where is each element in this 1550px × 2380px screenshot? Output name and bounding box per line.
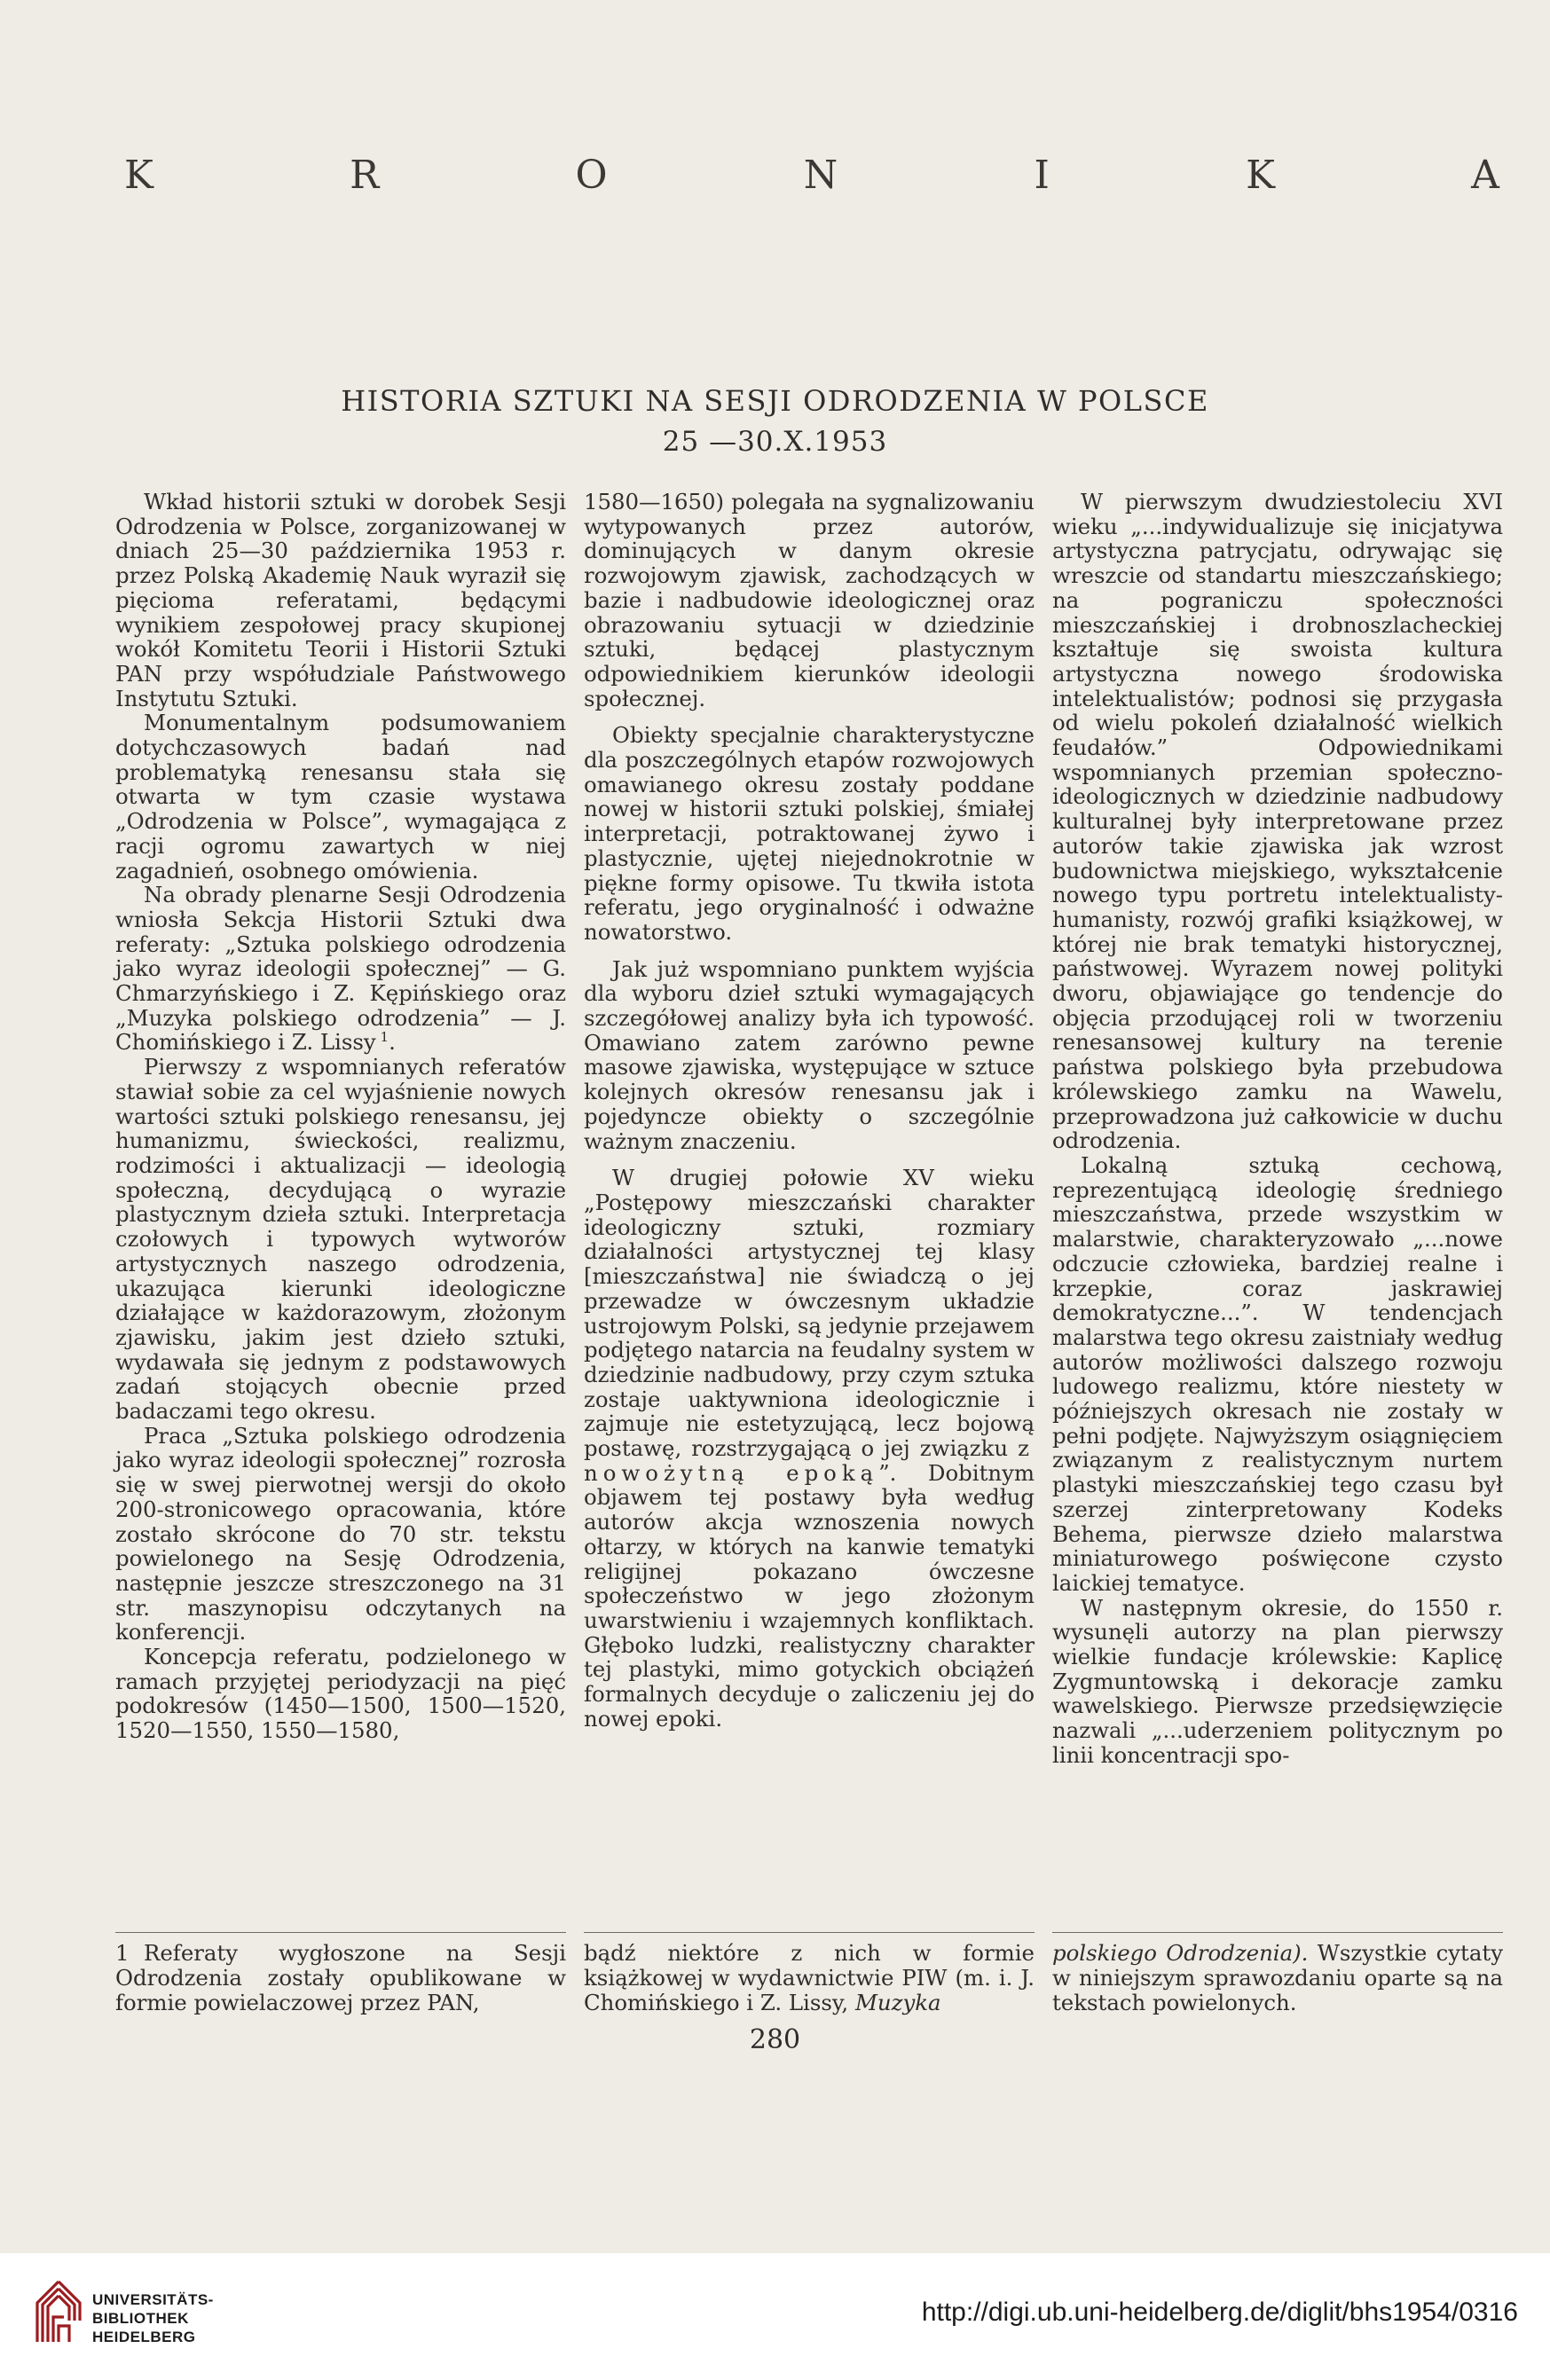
section-heading-kronika	[124, 153, 1501, 198]
text-column-1	[115, 490, 566, 1743]
footnote-italic: polskiego Odrodzenia).	[1052, 1940, 1309, 1966]
footnote-number: 1	[115, 1940, 130, 1966]
text-column-2	[584, 490, 1035, 1731]
heading-letter: K	[124, 153, 155, 198]
footnote-column-3	[1052, 1941, 1503, 2015]
paragraph: W następnym okresie, do 1550 r. wysunęli autorzy na plan pierwszy wielkie fundacje królewskie: Kaplicę Zygmuntowską i dekoracje zamku wawelskiego. Pierwsze przedsięwzięcie nazwali „...uderzeniem politycznym po linii koncentracji spo-	[1052, 1594, 1503, 1768]
article-date: 25 —30.X.1953	[662, 426, 888, 458]
paragraph-text: W drugiej połowie XV wieku „Postępowy mieszczański charakter ideologiczny sztuki, rozmiary działalności artystycznej tej klasy [mieszczaństwa] nie świadczą o jej przewadze w ówczesnym układzie ustrojowym Polski, są jedynie przejawem podjętego natarcia na feudalny system w dziedzinie nadbudowy, przy czym sztuka zostaje uaktywniona ideologicznie i zajmuje nie estetyzującą, lecz bojową postawę, rozstrzygającą o jej związku	[584, 1165, 1035, 1462]
heading-letter: K	[1246, 153, 1277, 198]
footnote-divider	[1052, 1932, 1503, 1933]
footnote-column-1	[115, 1941, 566, 2015]
library-name-line: UNIVERSITÄTS-	[92, 2291, 214, 2308]
heading-letter: A	[1471, 153, 1501, 198]
article-title: HISTORIA SZTUKI NA SESJI ODRODZENIA W POLSCE	[341, 384, 1209, 418]
paragraph: Lokalną sztuką cechową, reprezentującą ideologię średniego mieszczaństwa, przede wszystkim w malarstwie, charakteryzowało „...nowe odczucie człowieka, bardziej realne i krzepkie, coraz jaskrawiej demokratyczne...”. W tendencjach malarstwa tego okresu zaistniały według autorów możliwości dalszego rozwoju ludowego realizmu, które niestety w późniejszych okresach nie zostały w pełni podjęte. Najwyższym osiągnięciem związanym z realistycznym nurtem plastyki mieszczańskiej tego czasu był szerzej zinterpretowany Kodeks Behema, pierwsze dzieło malarstwa miniaturowego poświęcone czysto laickiej tematyce.	[1052, 1151, 1503, 1596]
library-footer-bar	[0, 2253, 1550, 2380]
paragraph-text: ”. Dobitnym objawem tej postawy była według autorów akcja wznoszenia nowych ołtarzy, w których na kanwie tematyki religijnej pokazano ówczesne społeczeństwo w jego złożonym uwarstwieniu i wzajemnych konfliktach. Głęboko ludzki, realistyczny charakter tej plastyki, mimo gotyckich obciążeń formalnych decyduje o zaliczeniu jej do nowej epoki.	[584, 1459, 1035, 1732]
paragraph: Obiekty specjalnie charakterystyczne dla poszczególnych etapów rozwojowych omawianego okresu zostały poddane nowej w historii sztuki polskiej, śmiałej interpretacji, potraktowanej żywo i plastycznie, ujętej niejednokrotnie w piękne formy opisowe. Tu tkwiła istota referatu, jego oryginalność i odważne nowatorstwo.	[584, 722, 1035, 945]
library-name	[92, 2290, 214, 2346]
heading-letter: N	[803, 153, 840, 198]
footnote-italic: Muzyka	[854, 1990, 941, 2015]
paragraph: Monumentalnym podsumowaniem dotychczasowych badań nad problematyką renesansu stała się otwarta w tym czasie wystawa „Odrodzenia w Polsce”, wymagająca z racji ogromu zawartych w niej zagadnień, osobnego omówienia.	[115, 710, 566, 884]
text-column-3	[1052, 490, 1503, 1768]
paragraph: 1580—1650) polegała na sygnalizowaniu wytypowanych przez autorów, dominujących w danym okresie rozwojowym zjawisk, zachodzących w bazie i nadbudowie ideologicznej oraz obrazowaniu sytuacji w dziedzinie sztuki, będącej plastycznym odpowiednikiem kierunków ideologii społecznej.	[584, 489, 1035, 711]
footnote-marker[interactable]: 1	[380, 1029, 389, 1046]
paragraph: Praca „Sztuka polskiego odrodzenia jako wyraz ideologii społecznej” rozrosła się w swej pierwotnej wersji do około 200-stronicowego opracowania, które zostało skrócone do 70 str. tekstu powielonego na Sesję Odrodzenia, następnie jeszcze streszczonego na 31 str. maszynopisu odczytanych na konferencji.	[115, 1422, 566, 1646]
heading-letter: O	[575, 153, 610, 198]
paragraph-text: Na obrady plenarne Sesji Odrodzenia wniosła Sekcja Historii Sztuki dwa referaty: „Sztuka polskiego odrodzenia jako wyraz ideologii społecznej” — G. Chmarzyńskiego i Z. Kępińskiego oraz „Muzyka polskiego odrodzenia” — J. Chomińskiego i Z. Lissy	[115, 882, 566, 1056]
footnote-text: bądź niektóre z nich w formie książkowej w wydawnictwie PIW (m. i. J. Chomińskiego i Z. Lissy,	[584, 1940, 1035, 2015]
heading-letter: I	[1034, 153, 1051, 198]
spaced-emphasis: z nowożytną epoką	[584, 1435, 1035, 1486]
paragraph	[584, 1166, 1035, 1731]
footnote-divider	[115, 1932, 566, 1933]
paragraph: Pierwszy z wspomnianych referatów stawiał sobie za cel wyjaśnienie nowych wartości sztuki polskiego renesansu, jej humanizmu, świeckości, realizmu, rodzimości i aktualizacji — ideologią społeczną, decydującą o wyrazie plastycznym dzieła sztuki. Interpretacja czołowych i typowych wytworów artystycznych naszego odrodzenia, ukazująca kierunki ideologiczne działające w każdorazowym, złożonym zjawisku, jakim jest dzieło sztuki, wydawała się jednym z podstawowych zadań stojących obecnie przed badaczami tego okresu.	[115, 1054, 566, 1425]
footnote-divider	[584, 1932, 1035, 1933]
paragraph: W pierwszym dwudziestoleciu XVI wieku „...indywidualizuje się inicjatywa artystyczna patrycjatu, odrywając się wreszcie od standartu mieszczańskiego; na pograniczu społeczności mieszczańskiej i drobnoszlacheckiej kształtuje się swoista kultura artystyczna nowego środowiska intelektualistów; podnosi się przygasła od wielu pokoleń działalność wielkich feudałów.” Odpowiednikami wspomnianych przemian społeczno-ideologicznych w dziedzinie nadbudowy kulturalnej były interpretowane przez autorów takie zjawiska jak wzrost budownictwa miejskiego, wykształcenie nowego typu portretu intelektualisty-humanisty, rozwój grafiki książkowej, w której nie brak tematyki historycznej, państwowej. Wyrazem nowej polityki dworu, objawiające go tendencje do objęcia przodującej roli w tworzeniu renesansowej kultury na terenie państwa polskiego była przebudowa królewskiego zamku na Wawelu, przeprowadzona już całkowicie w duchu odrodzenia.	[1052, 489, 1503, 1154]
paragraph: Wkład historii sztuki w dorobek Sesji Odrodzenia w Polsce, zorganizowanej w dniach 25—30 października 1953 r. przez Polską Akademię Nauk wyraził się pięcioma referatami, będącymi wynikiem zespołowej pracy skupionej wokół Komitetu Teorii i Historii Sztuki PAN przy współudziale Państwowego Instytutu Sztuki.	[115, 489, 566, 711]
page-number: 280	[749, 2024, 801, 2055]
library-name-line: HEIDELBERG	[92, 2329, 196, 2345]
footnote-text: Referaty wygłoszone na Sesji Odrodzenia zostały opublikowane w formie powielaczowej przez PAN,	[115, 1940, 566, 2015]
paragraph: Jak już wspomniano punktem wyjścia dla wyboru dzieł sztuki wymagających szczegółowej analizy była ich typowość. Omawiano zatem zarówno pewne masowe zjawiska, występujące w sztuce kolejnych okresów renesansu jak i pojedyncze obiekty o szczególnie ważnym znaczeniu.	[584, 955, 1035, 1154]
paragraph: Koncepcja referatu, podzielonego w ramach przyjętej periodyzacji na pięć podokresów (1450—1500, 1500—1520, 1520—1550, 1550—1580,	[115, 1644, 566, 1744]
library-logo-icon	[32, 2278, 85, 2349]
library-name-line: BIBLIOTHEK	[92, 2310, 189, 2327]
footnote-text: Wszystkie cytaty w niniejszym sprawozdaniu oparte są na tekstach powielonych.	[1052, 1940, 1503, 2015]
heading-letter: R	[350, 153, 382, 198]
footnote-column-2	[584, 1941, 1035, 2015]
source-url-link[interactable]: http://digi.ub.uni-heidelberg.de/diglit/bhs1954/0316	[921, 2298, 1518, 2327]
paragraph: Na obrady plenarne Sesji Odrodzenia wniosła Sekcja Historii Sztuki dwa referaty: „Sztuka polskiego odrodzenia jako wyraz ideologii społecznej” — G. Chmarzyńskiego i Z. Kępińskiego oraz „Muzyka polskiego odrodzenia” — J. Chomińskiego i Z. Lissy $^1$.	[115, 882, 566, 1056]
